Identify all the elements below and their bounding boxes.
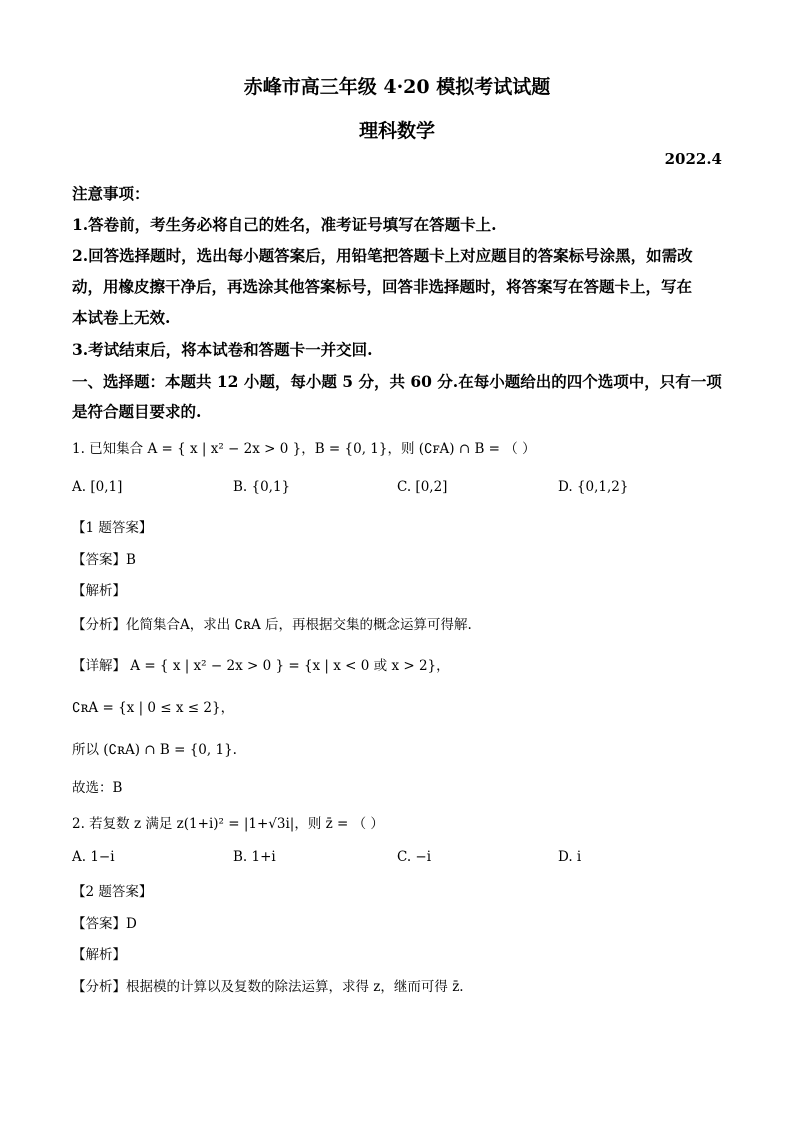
exam-date: 2022.4 [664, 150, 722, 168]
q1-option-c: C. [0,2] [397, 479, 448, 495]
q2-answer-heading: 【2 题答案】 [72, 884, 153, 900]
note-2-line-1: 2.回答选择题时，选出每小题答案后，用铅笔把答题卡上对应题目的答案标号涂黑，如需改 [72, 246, 693, 265]
note-2-line-3: 本试卷上无效. [72, 308, 171, 327]
q1-choice: 故选：B [72, 780, 123, 796]
section-heading-line-2: 是符合题目要求的. [72, 402, 202, 421]
q1-option-a: A. [0,1] [72, 479, 123, 495]
q1-answer-heading: 【1 题答案】 [72, 520, 153, 536]
q2-analysis-heading: 【解析】 [72, 947, 126, 963]
exam-title: 赤峰市高三年级 4·20 模拟考试试题 [243, 76, 551, 98]
q1-option-d: D. {0,1,2} [558, 479, 629, 495]
note-3: 3.考试结束后，将本试卷和答题卡一并交回. [72, 340, 373, 359]
q1-option-b: B. {0,1} [233, 479, 291, 495]
q1-analysis-heading: 【解析】 [72, 583, 126, 599]
q1-detail-1: 【详解】 A = { x | x² − 2x > 0 } = {x | x < 0 或 x > 2}， [72, 658, 450, 674]
q2-option-c: C. −i [397, 849, 432, 865]
notes-heading: 注意事项： [72, 184, 150, 203]
q1-analysis: 【分析】化简集合A，求出 ∁ʀA 后，再根据交集的概念运算可得解. [72, 617, 472, 633]
q2-option-d: D. i [558, 849, 582, 865]
q1-detail-3: 所以 (∁ʀA) ∩ B = {0, 1}. [72, 742, 237, 758]
note-2-line-2: 动，用橡皮擦干净后，再选涂其他答案标号，回答非选择题时，将答案写在答题卡上，写在 [72, 277, 693, 296]
q2-option-a: A. 1−i [72, 849, 115, 865]
section-heading-line-1: 一、选择题：本题共 12 小题，每小题 5 分，共 60 分.在每小题给出的四个选项中，只有一项 [72, 372, 722, 391]
exam-subject: 理科数学 [358, 120, 435, 142]
q2-answer: 【答案】D [72, 916, 137, 932]
q2-option-b: B. 1+i [233, 849, 276, 865]
q2-stem: 2. 若复数 z 满足 z(1+i)² = |1+√3i|，则 z̄ = （ ） [72, 816, 384, 832]
q1-detail-2: ∁ʀA = {x | 0 ≤ x ≤ 2}， [72, 700, 235, 716]
q1-stem: 1. 已知集合 A = { x | x² − 2x > 0 }，B = {0, 1}，则 (∁ꜰA) ∩ B = （ ） [72, 441, 536, 457]
q1-answer: 【答案】B [72, 552, 136, 568]
q2-analysis: 【分析】根据模的计算以及复数的除法运算，求得 z，继而可得 z̄. [72, 979, 464, 995]
note-1: 1.答卷前，考生务必将自己的姓名，准考证号填写在答题卡上. [72, 215, 497, 234]
